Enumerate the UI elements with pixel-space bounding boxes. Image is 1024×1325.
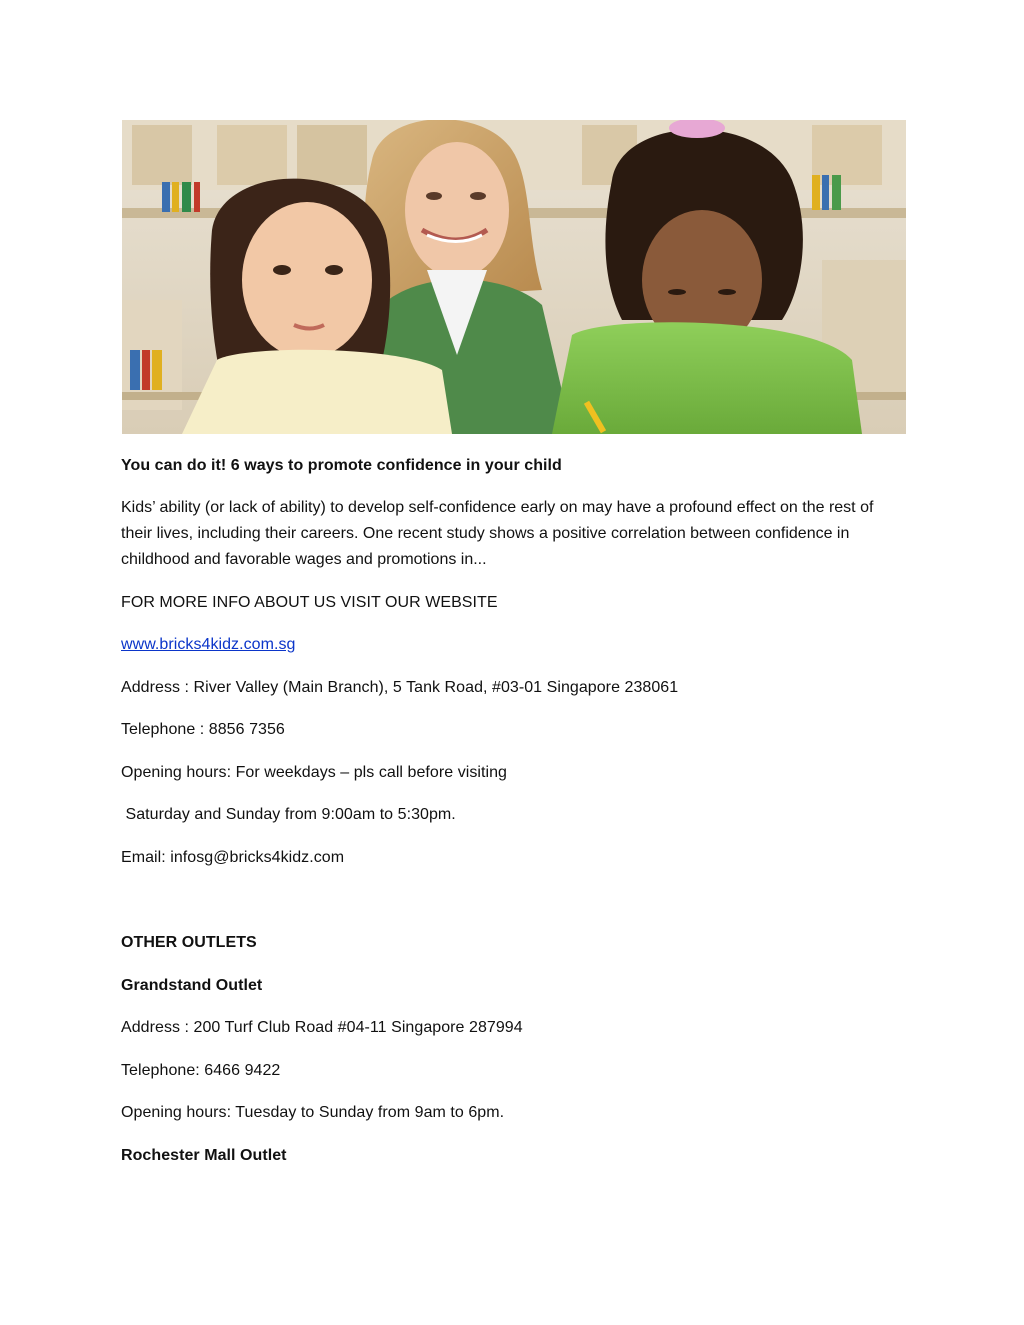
outlet-telephone: Telephone: 6466 9422: [121, 1062, 281, 1079]
article-title: You can do it! 6 ways to promote confidence in your child: [121, 457, 562, 474]
other-outlets-heading: OTHER OUTLETS: [121, 934, 257, 951]
outlet-address: Address : 200 Turf Club Road #04-11 Singapore 287994: [121, 1019, 523, 1036]
main-branch-telephone: Telephone : 8856 7356: [121, 721, 285, 738]
article-summary: Kids’ ability (or lack of ability) to develop self-confidence early on may have a profound effect on the rest of their lives, including their careers. One recent study shows a positive correlation between confidence in childhood and favorable wages and promotions in...: [121, 499, 874, 568]
outlet-name: Grandstand Outlet: [121, 977, 263, 994]
contact-email: Email: infosg@bricks4kidz.com: [121, 849, 345, 866]
website-cta: FOR MORE INFO ABOUT US VISIT OUR WEBSITE: [121, 594, 498, 611]
hours-weekend: Saturday and Sunday from 9:00am to 5:30pm.: [121, 806, 456, 823]
hours-weekdays: Opening hours: For weekdays – pls call before visiting: [121, 764, 508, 781]
hero-photo: [122, 120, 906, 434]
main-branch-address: Address : River Valley (Main Branch), 5 Tank Road, #03-01 Singapore 238061: [121, 679, 679, 696]
website-link[interactable]: www.bricks4kidz.com.sg: [121, 636, 296, 653]
outlet-hours: Opening hours: Tuesday to Sunday from 9am to 6pm.: [121, 1104, 505, 1121]
outlet-name: Rochester Mall Outlet: [121, 1147, 287, 1164]
